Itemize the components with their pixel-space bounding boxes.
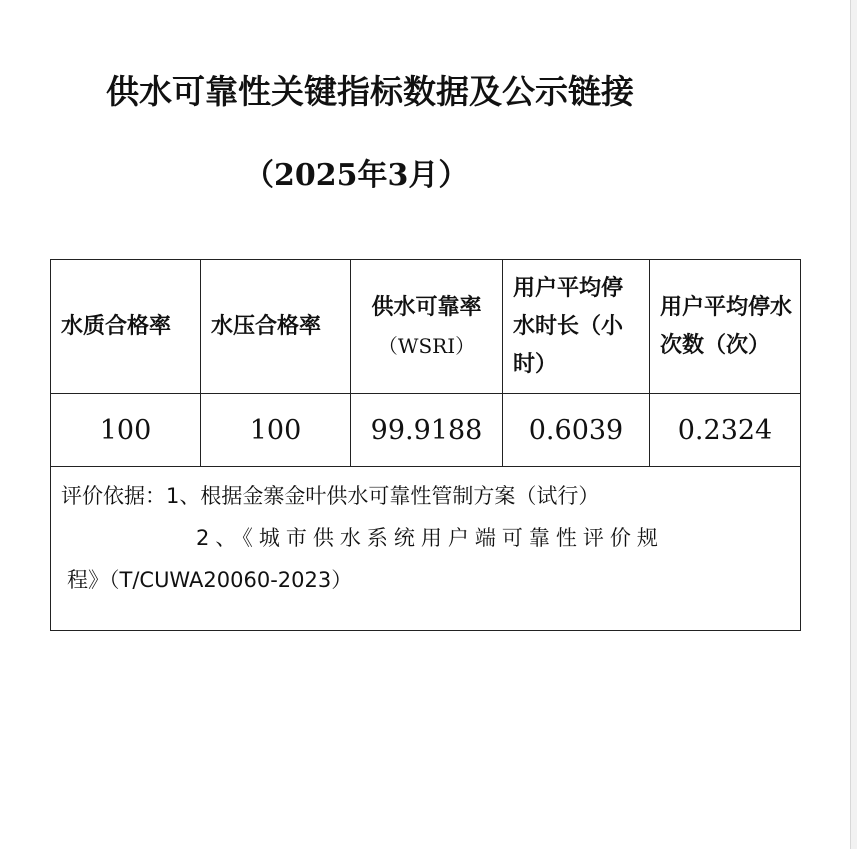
header-label: 水压合格率 — [211, 313, 322, 339]
value-water-quality-rate: 100 — [51, 394, 201, 467]
value-avg-outage-duration: 0.6039 — [503, 394, 650, 467]
value-supply-reliability: 99.9188 — [351, 394, 503, 467]
document-subtitle: （2025年3月） — [244, 158, 469, 193]
table-note-row — [51, 467, 801, 631]
header-avg-outage-duration — [503, 260, 650, 394]
value-avg-outage-count: 0.2324 — [650, 394, 801, 467]
header-label: 用户平均停水次数（次） — [660, 294, 793, 358]
document-title: 供水可靠性关键指标数据及公示链接 — [106, 72, 634, 111]
header-label: 用户平均停水时长（小时） — [513, 275, 624, 377]
evaluation-basis-note — [51, 467, 801, 631]
value-water-pressure-rate: 100 — [201, 394, 351, 467]
header-water-quality-rate — [51, 260, 201, 394]
note-line-3: 程》（T/CUWA20060-2023） — [67, 568, 353, 592]
kpi-table — [50, 259, 801, 631]
header-water-pressure-rate — [201, 260, 351, 394]
header-avg-outage-count — [650, 260, 801, 394]
table-value-row — [51, 394, 801, 467]
header-supply-reliability — [351, 260, 503, 394]
table-header-row — [51, 260, 801, 394]
note-line-2: 2、《城市供水系统用户端可靠性评价规 — [196, 526, 664, 550]
note-line-1: 评价依据：1、根据金寨金叶供水可靠性管制方案（试行） — [61, 484, 600, 508]
header-sublabel: （WSRI） — [377, 333, 476, 358]
header-label: 水质合格率 — [61, 313, 172, 339]
header-label: 供水可靠率 — [371, 294, 482, 320]
